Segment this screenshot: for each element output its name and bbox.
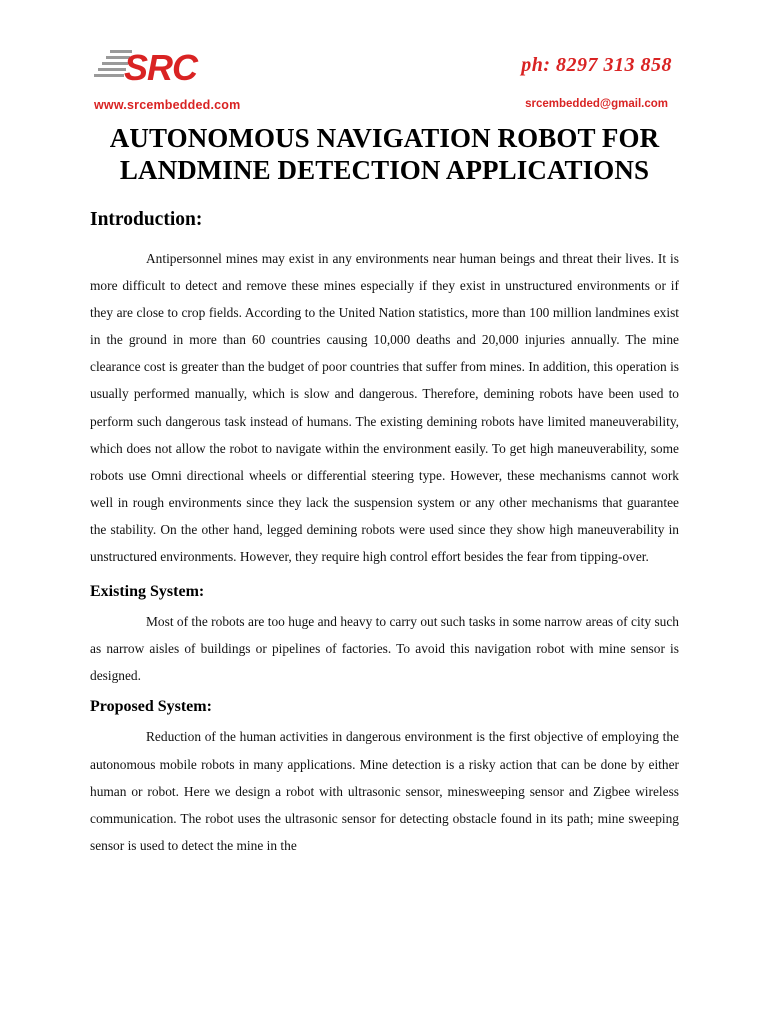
src-logo-graphic xyxy=(94,46,224,88)
src-logo xyxy=(94,46,224,88)
website-link[interactable]: www.srcembedded.com xyxy=(94,98,241,112)
section-heading-existing-system: Existing System: xyxy=(90,583,205,601)
email-link[interactable]: srcembedded@gmail.com xyxy=(525,98,668,110)
section-heading-proposed-system: Proposed System: xyxy=(90,698,212,716)
section-body-existing-system: Most of the robots are too huge and heavy to carry out such tasks in some narrow areas of city such as narrow aisles of buildings or pipelines of factories. To avoid this navigation robot with mine sensor is designed. xyxy=(90,614,679,684)
logo-text: SRC xyxy=(124,47,198,88)
document-title xyxy=(90,122,679,186)
section-body-introduction: Antipersonnel mines may exist in any environments near human beings and threat their lives. It is more difficult to detect and remove these mines especially if they exist in unstructured environments or if they are close to crop fields. According to the United Nation statistics, more than 100 million landmines exist in the ground in more than 60 countries causing 10,000 deaths and 20,000 injuries annually. The mine clearance cost is greater than the budget of poor countries that suffer from mines. In addition, this operation is usually performed manually, which is slow and dangerous. Therefore, demining robots have been used to perform such dangerous task instead of humans. The existing demining robots have limited maneuverability, which does not allow the robot to navigate within the environment easily. To get high maneuverability, some robots use Omni directional wheels or differential steering type. However, these mechanisms cannot work well in rough environments since they lack the suspension system or any other mechanisms that guarantee the stability. On the other hand, legged demining robots were used since they show high maneuverability in unstructured environments. However, they require high control effort besides the fear from tipping-over. xyxy=(90,251,679,565)
letterhead xyxy=(0,0,768,120)
document-body xyxy=(90,120,679,859)
title-line-1: AUTONOMOUS NAVIGATION ROBOT FOR xyxy=(109,123,660,153)
phone-number: ph: 8297 313 858 xyxy=(521,54,672,76)
title-line-2: LANDMINE DETECTION APPLICATIONS xyxy=(119,155,650,185)
section-body-proposed-system: Reduction of the human activities in dangerous environment is the first objective of employing the autonomous mobile robots in many applications. Mine detection is a risky action that can be done by either human or robot. Here we design a robot with ultrasonic sensor, minesweeping sensor and Zigbee wireless communication. The robot uses the ultrasonic sensor for detecting obstacle found in its path; mine sweeping sensor is used to detect the mine in the xyxy=(90,729,679,853)
section-heading-introduction: Introduction: xyxy=(90,209,203,230)
